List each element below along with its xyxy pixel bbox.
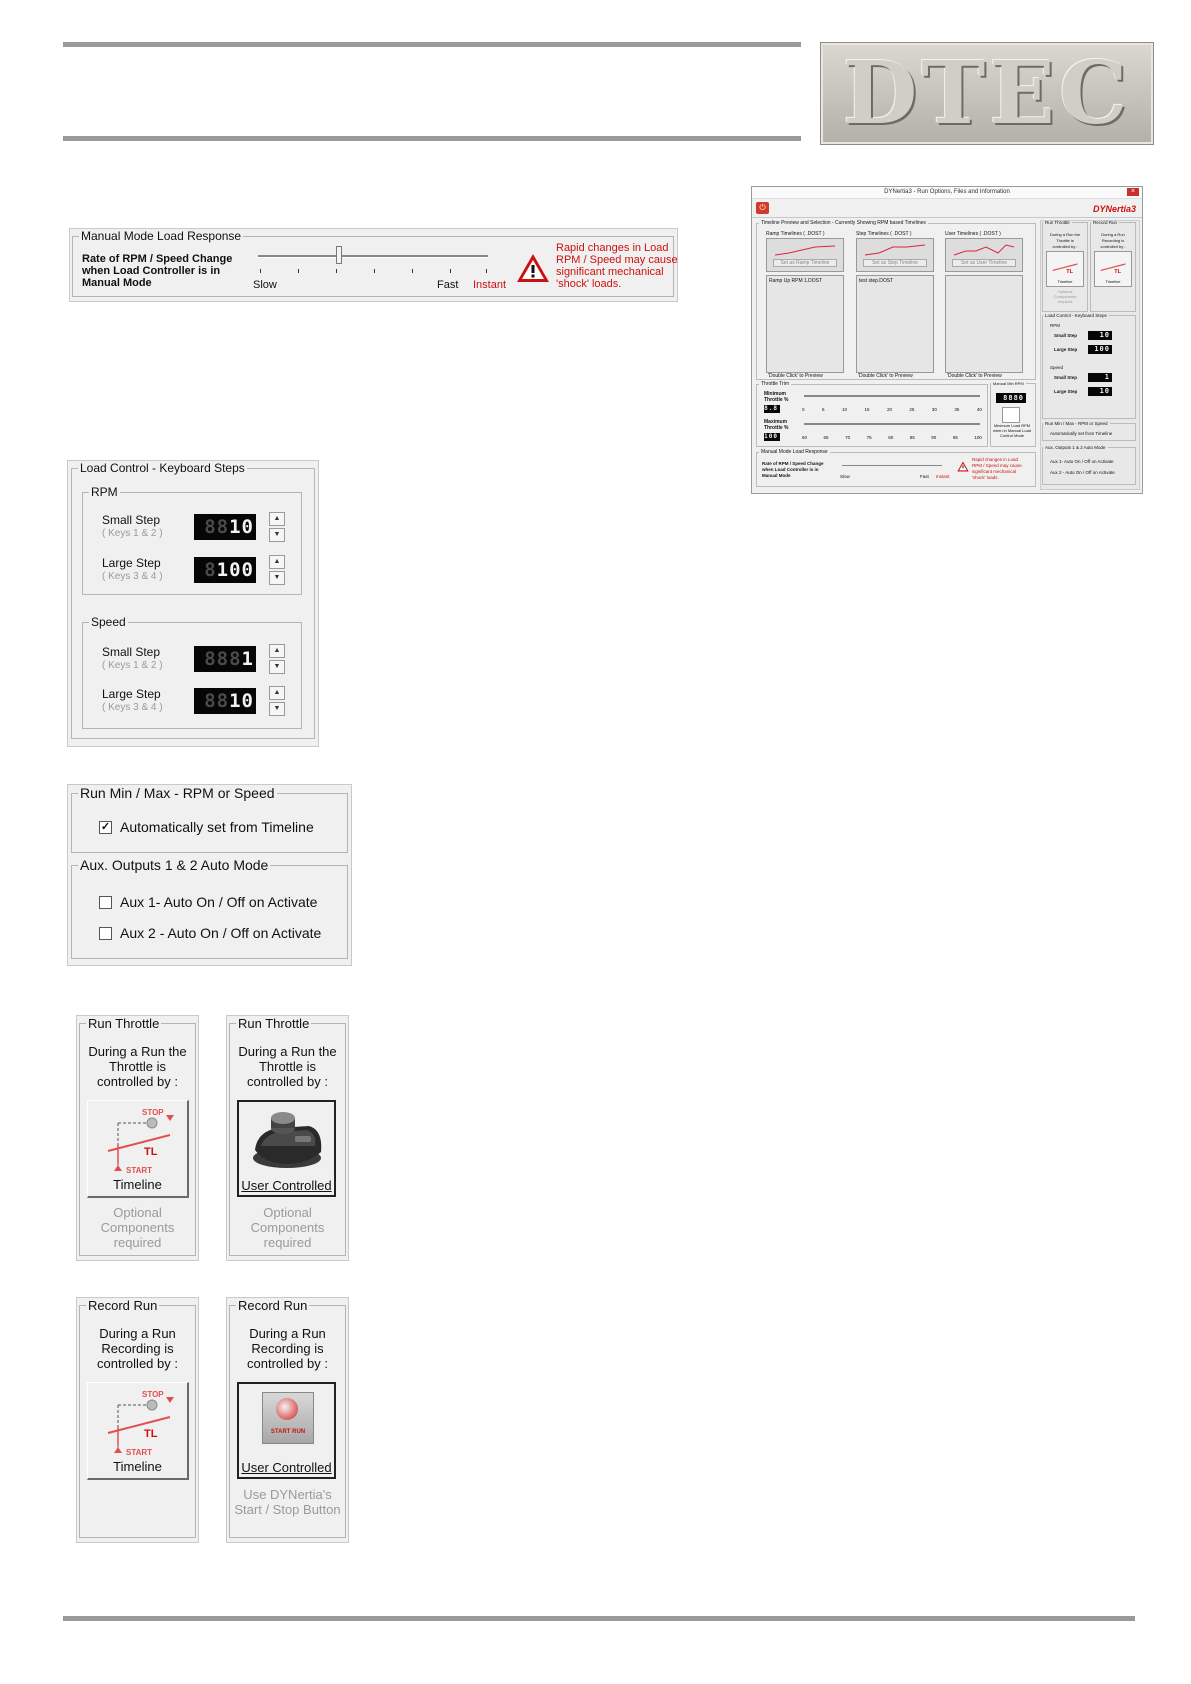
close-icon[interactable]: × bbox=[1127, 188, 1139, 196]
run-throttle-text-3: controlled by : bbox=[97, 1074, 178, 1089]
optional-note-1: Optional bbox=[263, 1205, 312, 1220]
dialog-speed-small: Small Step bbox=[1054, 375, 1078, 380]
user-thumb[interactable] bbox=[945, 238, 1023, 272]
aux2-checkbox[interactable] bbox=[99, 927, 112, 940]
timeline-preview-legend: Timeline Preview and Selection - Currently Showing RPM based Timelines bbox=[761, 220, 926, 226]
throttle-timeline-button[interactable] bbox=[87, 1100, 189, 1198]
dialog-speed-legend: Speed bbox=[1050, 365, 1064, 370]
dialog-run-minmax-legend: Run Min / Max - RPM or Speed bbox=[1045, 421, 1108, 426]
dialog-manual-mode-legend: Manual Mode Load Response bbox=[761, 449, 828, 455]
min-throttle-display: 8.8 bbox=[764, 405, 778, 412]
manual-mode-panel bbox=[69, 228, 678, 302]
user-preview-hint: 'Double Click' to Preview bbox=[947, 373, 1002, 379]
run-throttle-legend: Run Throttle bbox=[88, 1016, 160, 1031]
record-run-legend: Record Run bbox=[88, 1298, 158, 1313]
spin-up-icon[interactable]: ▲ bbox=[269, 644, 285, 658]
dialog-tl-text: TL bbox=[1114, 268, 1122, 275]
optional-note-3: required bbox=[263, 1235, 312, 1250]
speed-small-step-display[interactable]: 8881 bbox=[194, 646, 256, 672]
warning-line-4: 'shock' loads. bbox=[556, 278, 622, 290]
min-throttle-label: Minimum Throttle % bbox=[764, 391, 789, 403]
manual-min-rpm-icon bbox=[1002, 407, 1020, 423]
dialog-manual-label-3: Manual Mode bbox=[762, 473, 791, 478]
record-timeline-button[interactable] bbox=[87, 1382, 189, 1480]
dialog-manual-slider[interactable] bbox=[842, 465, 942, 466]
throttle-user-controlled-button[interactable] bbox=[237, 1100, 336, 1197]
step-header: Step Timelines ( .DOST ) bbox=[856, 231, 912, 237]
dialog-speed-small-display[interactable]: 1 bbox=[1088, 373, 1112, 382]
run-minmax-legend: Run Min / Max - RPM or Speed bbox=[80, 785, 275, 801]
footer-rule bbox=[63, 1616, 1135, 1621]
start-run-icon bbox=[262, 1392, 314, 1444]
slider-instant-label: Instant bbox=[473, 279, 507, 291]
dialog-fast-label: Fast bbox=[920, 474, 929, 479]
spin-up-icon[interactable]: ▲ bbox=[269, 555, 285, 569]
dialog-optional-note-2: Components bbox=[1053, 294, 1077, 299]
slider-thumb[interactable] bbox=[336, 246, 342, 264]
optional-note-2: Components bbox=[100, 1220, 175, 1235]
rpm-large-step-display[interactable]: 8100 bbox=[194, 557, 256, 583]
power-icon[interactable]: ⏻ bbox=[756, 202, 769, 214]
dialog-brand: DYNertia3 bbox=[1092, 204, 1136, 214]
ramp-list-item[interactable]: Ramp Up RPM 1.DOST bbox=[769, 278, 823, 284]
dialog-optional-note: Optional bbox=[1057, 289, 1073, 294]
set-ramp-button[interactable]: Set as Ramp Timeline bbox=[773, 259, 837, 267]
slider-fast-label: Fast bbox=[437, 279, 459, 291]
set-user-button[interactable]: Set as User Timeline bbox=[952, 259, 1016, 267]
spin-down-icon[interactable]: ▼ bbox=[269, 528, 285, 542]
run-throttle-text-2: Throttle is bbox=[258, 1059, 317, 1074]
dialog-record-run-text-3: controlled by : bbox=[1100, 244, 1126, 249]
record-run-legend: Record Run bbox=[238, 1298, 308, 1313]
tl-text: TL bbox=[144, 1428, 158, 1440]
dialog-record-timeline-label: Timeline bbox=[1105, 279, 1121, 284]
speed-large-step-display[interactable]: 8810 bbox=[194, 688, 256, 714]
warning-icon bbox=[516, 253, 550, 283]
speed-small-step-keys: ( Keys 1 & 2 ) bbox=[102, 660, 163, 671]
run-minmax-panel bbox=[67, 784, 352, 966]
record-run-text-1: During a Run bbox=[249, 1326, 326, 1341]
dialog-record-run-text-2: Recording is bbox=[1101, 238, 1125, 243]
tl-text: TL bbox=[144, 1146, 158, 1158]
run-throttle-text-1: During a Run the bbox=[88, 1044, 187, 1059]
record-run-text-2: Recording is bbox=[251, 1341, 324, 1356]
warning-line-2: RPM / Speed may cause bbox=[556, 254, 678, 266]
start-stop-note-2: Start / Stop Button bbox=[234, 1502, 341, 1517]
spin-down-icon[interactable]: ▼ bbox=[269, 571, 285, 585]
dialog-rpm-small-display[interactable]: 10 bbox=[1088, 331, 1112, 340]
start-stop-note-1: Use DYNertia's bbox=[243, 1487, 332, 1502]
keyboard-steps-legend: Load Control - Keyboard Steps bbox=[80, 461, 245, 475]
speed-legend: Speed bbox=[91, 615, 126, 629]
manual-min-rpm-note: Minimum Load RPM when in Manual Load Control Mode bbox=[992, 423, 1032, 438]
dialog-throttle-timeline-button[interactable] bbox=[1046, 251, 1084, 287]
run-throttle-user-panel bbox=[226, 1015, 349, 1261]
max-throttle-slider[interactable] bbox=[804, 423, 980, 425]
dialog-manual-label-2: when Load Controller is in bbox=[762, 467, 819, 472]
spin-up-icon[interactable]: ▲ bbox=[269, 686, 285, 700]
record-user-controlled-button[interactable] bbox=[237, 1382, 336, 1479]
stop-text: STOP bbox=[142, 1108, 164, 1117]
min-throttle-scale: 0 5 10 15 20 25 30 35 40 bbox=[802, 407, 982, 412]
record-timeline-label: Timeline bbox=[113, 1459, 162, 1474]
ramp-list[interactable] bbox=[766, 275, 844, 373]
rpm-large-step-keys: ( Keys 3 & 4 ) bbox=[102, 571, 163, 582]
dialog-warning-icon bbox=[957, 461, 969, 472]
dialog-speed-large: Large Step bbox=[1054, 389, 1078, 394]
dialog-optional-note-3: required bbox=[1057, 299, 1073, 304]
user-header: User Timelines ( .DOST ) bbox=[945, 231, 1001, 237]
throttle-trim-legend: Throttle Trim bbox=[761, 381, 790, 387]
record-run-text-2: Recording is bbox=[101, 1341, 174, 1356]
dialog-instant-label: Instant bbox=[936, 474, 950, 479]
dialog-aux-legend: Aux. Outputs 1 & 2 Auto Mode bbox=[1045, 445, 1106, 450]
throttle-controller-icon bbox=[247, 1110, 327, 1172]
rpm-large-step-spinner[interactable] bbox=[269, 555, 285, 585]
max-throttle-display: 100 bbox=[764, 433, 778, 440]
manual-min-rpm-display[interactable]: 8880 bbox=[996, 393, 1026, 403]
ramp-thumb[interactable] bbox=[766, 238, 844, 272]
speed-large-step-label: Large Step bbox=[102, 687, 161, 701]
spin-up-icon[interactable]: ▲ bbox=[269, 512, 285, 526]
record-run-text-3: controlled by : bbox=[97, 1356, 178, 1371]
warning-line-3: significant mechanical bbox=[556, 266, 664, 278]
rpm-legend: RPM bbox=[91, 485, 118, 499]
manual-mode-label-3: Manual Mode bbox=[82, 277, 152, 289]
step-list[interactable] bbox=[856, 275, 934, 373]
ramp-preview-hint: 'Double Click' to Preview bbox=[768, 373, 823, 379]
stop-text: STOP bbox=[142, 1390, 164, 1399]
auto-timeline-label: Automatically set from Timeline bbox=[120, 819, 314, 835]
dtec-logo: DTEC bbox=[820, 42, 1154, 145]
manual-mode-legend: Manual Mode Load Response bbox=[81, 229, 242, 243]
dialog-warning-2: RPM / Speed may cause bbox=[972, 463, 1022, 468]
run-throttle-timeline-panel bbox=[76, 1015, 199, 1261]
start-text: START bbox=[126, 1448, 153, 1457]
speed-small-step-spinner[interactable] bbox=[269, 644, 285, 674]
dialog-run-throttle-text: During a Run the bbox=[1049, 232, 1081, 237]
dialog-warning-1: Rapid changes in Load bbox=[972, 457, 1019, 462]
keyboard-steps-panel bbox=[67, 460, 319, 747]
dialog-record-timeline-button[interactable] bbox=[1094, 251, 1132, 287]
start-text: START bbox=[126, 1166, 153, 1175]
spin-down-icon[interactable]: ▼ bbox=[269, 660, 285, 674]
record-run-text-1: During a Run bbox=[99, 1326, 176, 1341]
manual-mode-label-2: when Load Controller is in bbox=[82, 265, 221, 277]
run-throttle-text-2: Throttle is bbox=[108, 1059, 167, 1074]
speed-small-step-label: Small Step bbox=[102, 645, 161, 659]
step-list-item[interactable]: test step.DOST bbox=[859, 278, 894, 284]
optional-note-1: Optional bbox=[113, 1205, 162, 1220]
dialog-throttle-timeline-label: Timeline bbox=[1057, 279, 1073, 284]
header-rule-top bbox=[63, 42, 801, 47]
min-throttle-slider[interactable] bbox=[804, 395, 980, 397]
max-throttle-label: Maximum Throttle % bbox=[764, 419, 789, 431]
dynertia-dialog bbox=[751, 186, 1143, 494]
record-run-text-3: controlled by : bbox=[247, 1356, 328, 1371]
aux1-label: Aux 1- Auto On / Off on Activate bbox=[120, 894, 318, 910]
dialog-rpm-legend: RPM bbox=[1050, 323, 1060, 328]
dialog-keyboard-steps-legend: Load Control - Keyboard Steps bbox=[1045, 313, 1107, 318]
dialog-manual-label-1: Rate of RPM / Speed Change bbox=[762, 461, 824, 466]
optional-note-3: required bbox=[113, 1235, 162, 1250]
aux1-checkbox[interactable] bbox=[99, 896, 112, 909]
dialog-speed-large-display[interactable]: 10 bbox=[1088, 387, 1112, 396]
dialog-aux-outputs bbox=[1042, 445, 1136, 485]
dialog-slow-label: Slow bbox=[840, 474, 850, 479]
rpm-small-step-spinner[interactable] bbox=[269, 512, 285, 542]
timeline-icon bbox=[104, 1387, 174, 1457]
rpm-small-step-keys: ( Keys 1 & 2 ) bbox=[102, 528, 163, 539]
ramp-header: Ramp Timelines ( .DOST ) bbox=[766, 231, 825, 237]
warning-line-1: Rapid changes in Load bbox=[556, 242, 669, 254]
throttle-timeline-label: Timeline bbox=[113, 1177, 162, 1192]
timeline-icon bbox=[104, 1105, 174, 1175]
throttle-user-controlled-label: User Controlled bbox=[241, 1178, 332, 1193]
rpm-small-step-label: Small Step bbox=[102, 513, 161, 527]
aux2-label: Aux 2 - Auto On / Off on Activate bbox=[120, 925, 322, 941]
aux-outputs-legend: Aux. Outputs 1 & 2 Auto Mode bbox=[80, 857, 269, 873]
run-throttle-text-3: controlled by : bbox=[247, 1074, 328, 1089]
run-throttle-legend: Run Throttle bbox=[238, 1016, 310, 1031]
spin-down-icon[interactable]: ▼ bbox=[269, 702, 285, 716]
dialog-run-throttle-text-3: controlled by : bbox=[1052, 244, 1078, 249]
speed-large-step-spinner[interactable] bbox=[269, 686, 285, 716]
dialog-rpm-small: Small Step bbox=[1054, 333, 1078, 338]
dialog-run-throttle-legend: Run Throttle bbox=[1045, 220, 1070, 225]
slider-slow-label: Slow bbox=[253, 279, 277, 291]
start-run-text: START RUN bbox=[270, 1429, 306, 1435]
record-run-user-panel bbox=[226, 1297, 349, 1543]
dialog-record-run-legend: Record Run bbox=[1093, 220, 1118, 225]
max-throttle-scale: 60 65 70 75 80 85 90 95 100 bbox=[802, 435, 982, 440]
step-thumb[interactable] bbox=[856, 238, 934, 272]
dialog-rpm-large-display[interactable]: 100 bbox=[1088, 345, 1112, 354]
dialog-warning-4: 'shock' loads. bbox=[972, 475, 999, 480]
dialog-titlebar bbox=[752, 187, 1142, 199]
set-step-button[interactable]: Set as Step Timeline bbox=[863, 259, 927, 267]
record-run-timeline-panel bbox=[76, 1297, 199, 1543]
speed-large-step-keys: ( Keys 3 & 4 ) bbox=[102, 702, 163, 713]
optional-note-2: Components bbox=[250, 1220, 325, 1235]
rpm-small-step-display[interactable]: 8810 bbox=[194, 514, 256, 540]
dialog-auto-timeline[interactable]: Automatically set from Timeline bbox=[1050, 431, 1113, 436]
manual-min-rpm-legend: Manual Min RPM bbox=[993, 381, 1024, 386]
dialog-rpm-large: Large Step bbox=[1054, 347, 1078, 352]
load-response-slider[interactable] bbox=[258, 245, 488, 273]
dialog-tl-text: TL bbox=[1066, 268, 1074, 275]
manual-mode-label-1: Rate of RPM / Speed Change bbox=[82, 253, 233, 265]
dialog-title: DYNertia3 - Run Options, Files and Information bbox=[884, 189, 1010, 195]
dialog-aux2[interactable]: Aux 2 - Auto On / Off on Activate bbox=[1050, 470, 1115, 475]
auto-timeline-checkbox[interactable]: ✓ bbox=[100, 821, 111, 833]
dialog-warning-3: significant mechanical bbox=[972, 469, 1017, 474]
step-preview-hint: 'Double Click' to Preview bbox=[858, 373, 913, 379]
user-list[interactable] bbox=[945, 275, 1023, 373]
dialog-run-throttle-text-2: Throttle is bbox=[1056, 238, 1074, 243]
rpm-large-step-label: Large Step bbox=[102, 556, 161, 570]
header-rule-bottom bbox=[63, 136, 801, 141]
record-user-controlled-label: User Controlled bbox=[241, 1460, 332, 1475]
run-throttle-text-1: During a Run the bbox=[238, 1044, 337, 1059]
dialog-record-run-text: During a Run bbox=[1101, 232, 1125, 237]
dialog-aux1[interactable]: Aux 1- Auto On / Off on Activate bbox=[1050, 459, 1114, 464]
